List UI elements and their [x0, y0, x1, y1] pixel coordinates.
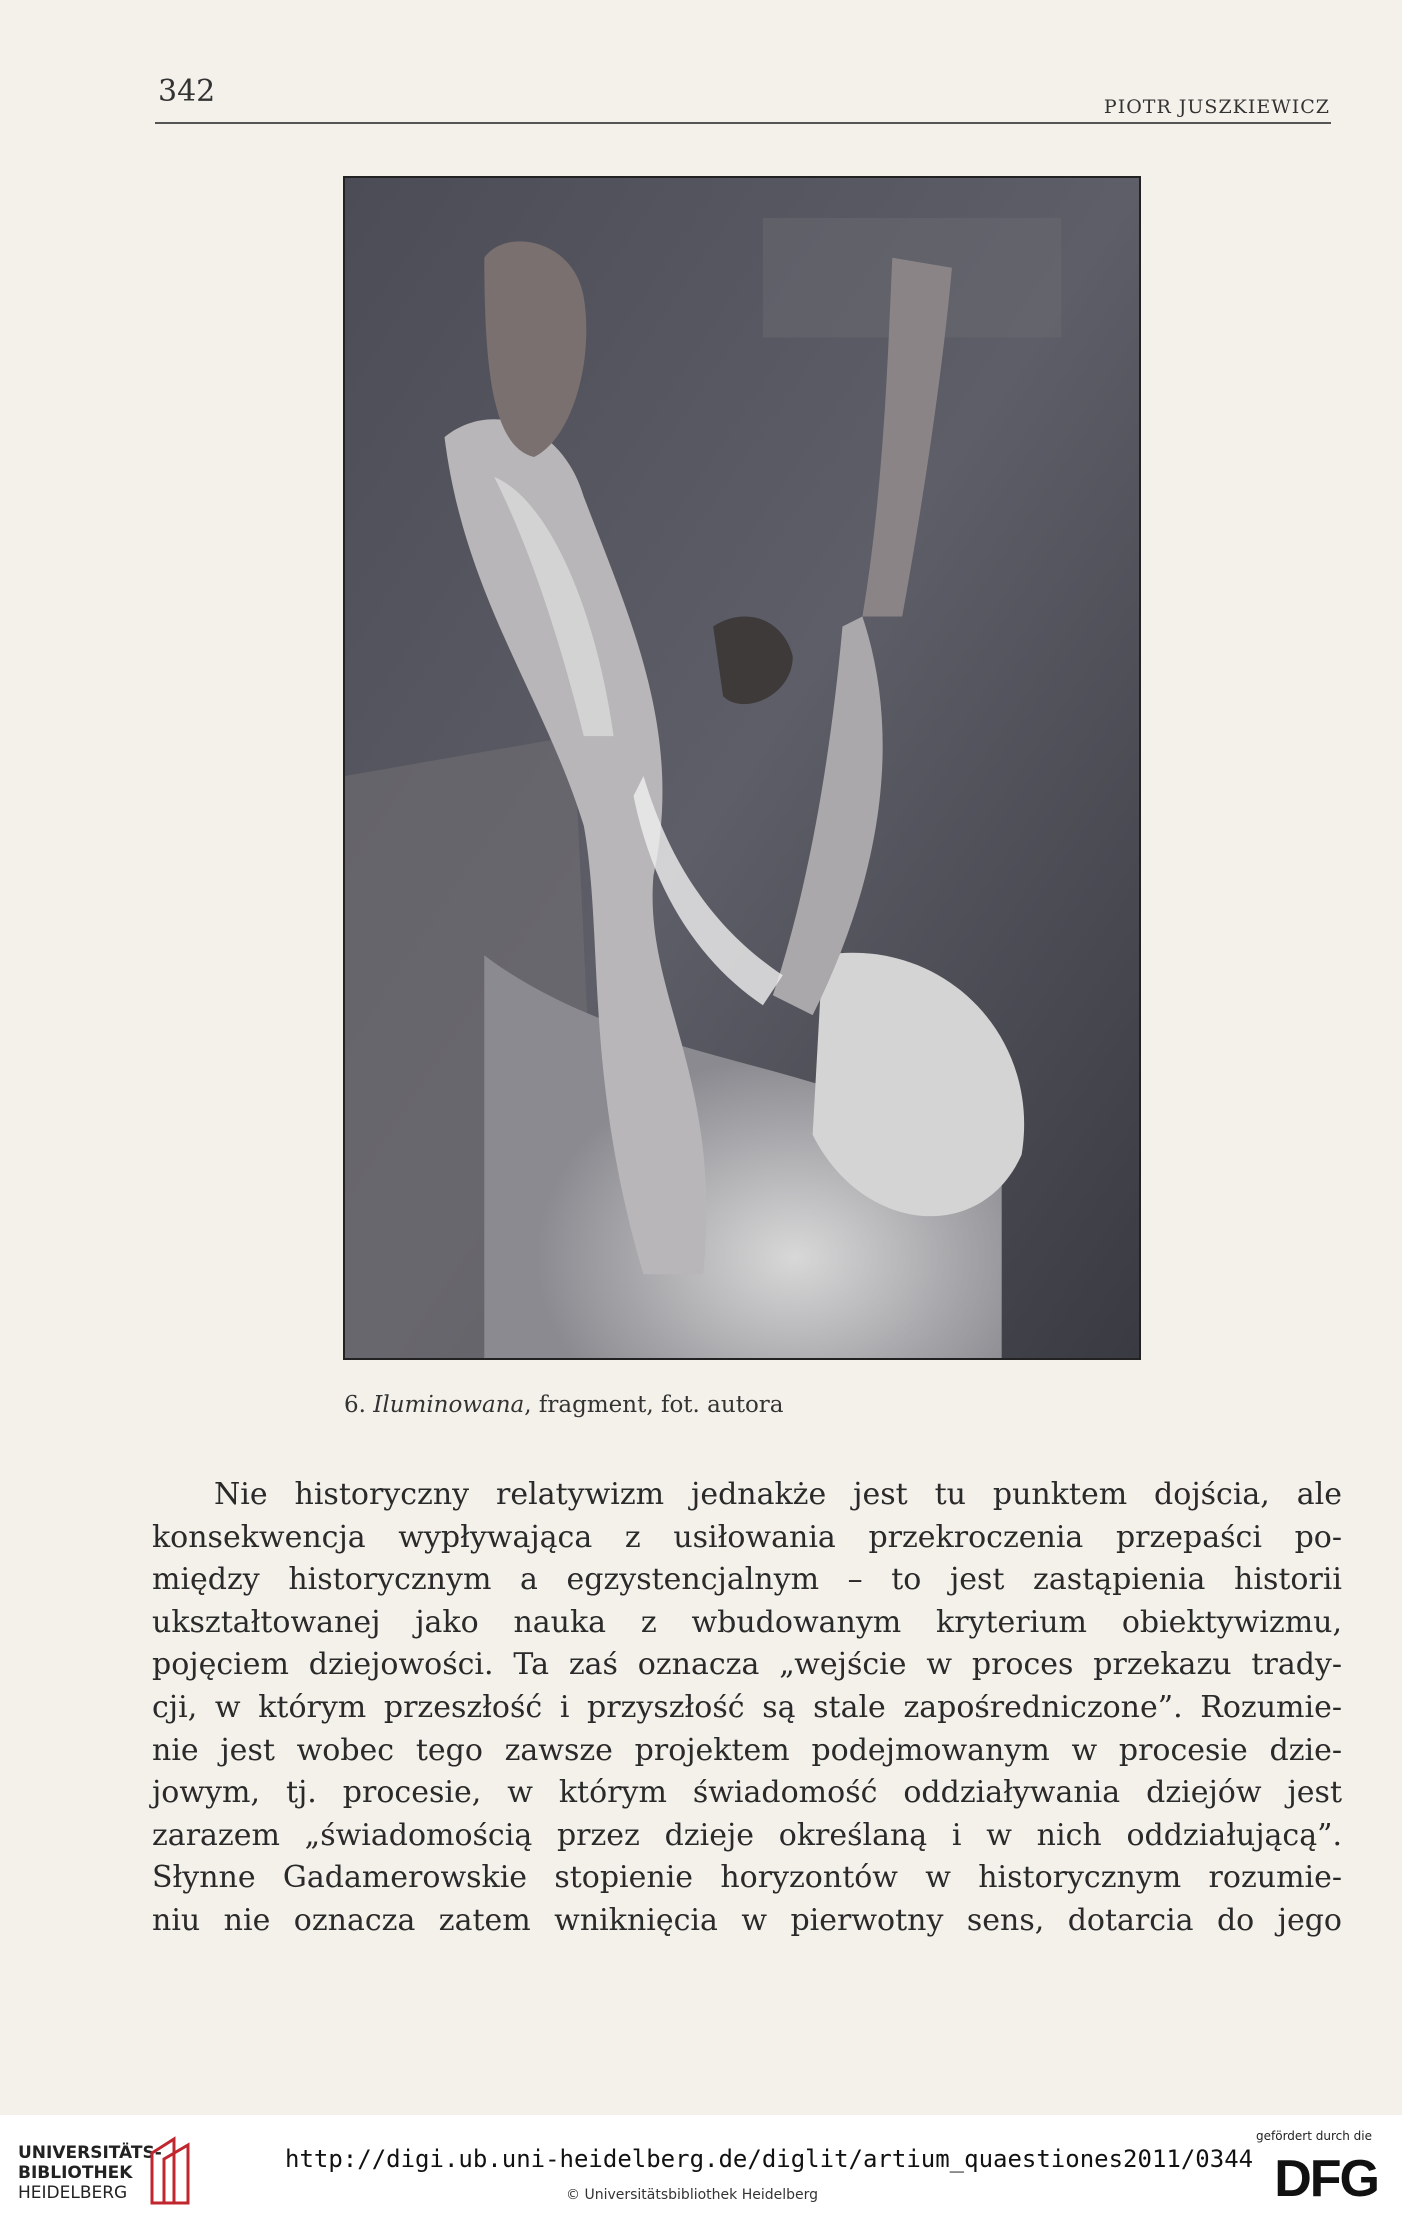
photo-illustration — [345, 178, 1139, 1358]
caption-rest: , fragment, fot. autora — [524, 1392, 784, 1418]
text-line: pojęciem dziejowości. Ta zaś oznacza „wejście w proces przekazu trady- — [152, 1647, 1342, 1683]
running-head: PIOTR JUSZKIEWICZ — [1103, 96, 1330, 118]
text-line: nie jest wobec tego zawsze projektem podejmowanym w procesie dzie- — [152, 1732, 1342, 1768]
copyright-notice: © Universitätsbibliothek Heidelberg — [566, 2187, 819, 2203]
library-logo-icon — [148, 2133, 196, 2207]
text-line: cji, w którym przeszłość i przyszłość są stale zapośredniczone”. Rozumie- — [152, 1689, 1342, 1725]
header-rule — [155, 122, 1331, 124]
text-line: Nie historyczny relatywizm jednakże jest tu punktem dojścia, ale — [214, 1477, 1342, 1512]
library-line-2: BIBLIOTHEK — [18, 2163, 133, 2183]
text-line: jowym, tj. procesie, w którym świadomość oddziaływania dziejów jest — [152, 1775, 1342, 1811]
text-line: zarazem „świadomością przez dzieje określaną i w nich oddziałującą”. — [152, 1817, 1342, 1853]
body-paragraph — [152, 1474, 1342, 1943]
sculpture-photograph — [343, 176, 1141, 1360]
text-line: między historycznym a egzystencjalnym – to jest zastąpienia historii — [152, 1562, 1342, 1598]
text-line: ukształtowanej jako nauka z wbudowanym kryterium obiektywizmu, — [152, 1604, 1342, 1640]
text-line: konsekwencja wypływająca z usiłowania przekroczenia przepaści po- — [152, 1519, 1342, 1555]
caption-title: Iluminowana — [373, 1392, 525, 1418]
digitization-footer — [0, 2115, 1402, 2219]
library-line-3: HEIDELBERG — [18, 2183, 128, 2203]
permalink-url[interactable]: http://digi.ub.uni-heidelberg.de/diglit/artium_quaestiones2011/0344 — [285, 2145, 1254, 2173]
caption-number: 6. — [344, 1392, 366, 1418]
figure-caption — [344, 1392, 784, 1418]
dfg-logo: DFG — [1274, 2150, 1378, 2208]
text-line: Słynne Gadamerowskie stopienie horyzontów w historycznym rozumie- — [152, 1860, 1342, 1896]
library-line-1: UNIVERSITÄTS- — [18, 2143, 162, 2163]
library-logo-text — [18, 2143, 162, 2203]
funding-label: gefördert durch die — [1256, 2129, 1372, 2143]
text-line: niu nie oznacza zatem wniknięcia w pierwotny sens, dotarcia do jego — [152, 1902, 1342, 1938]
page-number: 342 — [158, 74, 216, 109]
